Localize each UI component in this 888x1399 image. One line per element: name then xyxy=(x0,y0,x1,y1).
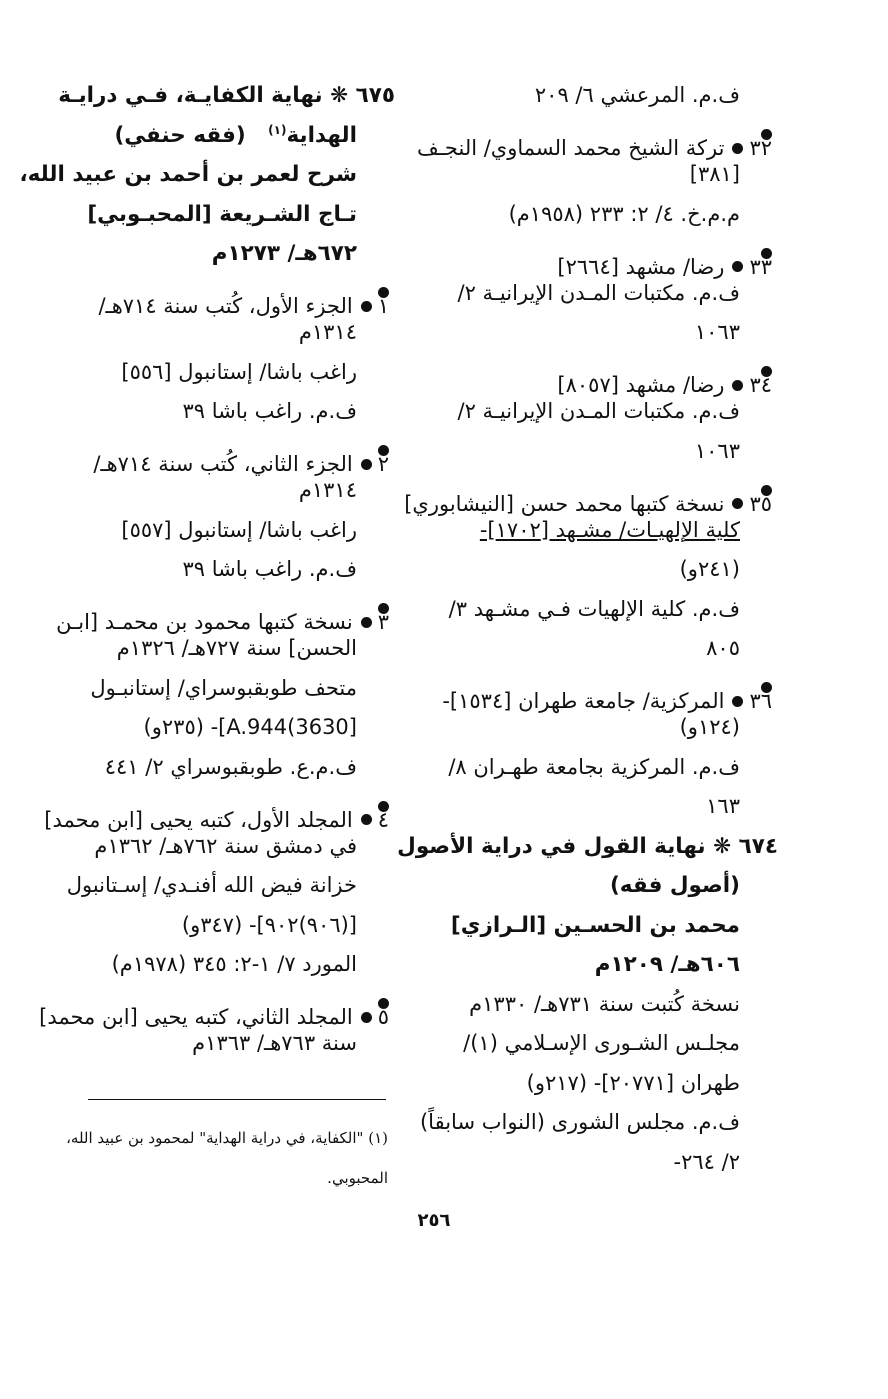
bullet-icon xyxy=(732,696,743,707)
line-text: خزانة فيض الله أفنـدي/ إسـتانبول xyxy=(66,873,357,897)
bullet-icon xyxy=(361,459,372,470)
text-line xyxy=(443,866,778,906)
line-text: [٣٨١] xyxy=(689,162,740,186)
bullet-icon xyxy=(732,380,743,391)
text-line xyxy=(443,392,778,432)
text-line xyxy=(44,801,389,832)
text-line xyxy=(48,708,395,748)
line-text: في دمشق سنة ٧٦٢هـ/ ١٣٦٢م xyxy=(94,833,357,858)
entry-number: ٥ xyxy=(377,1005,389,1029)
line-text: راغب باشا/ إستانبول [٥٥٧] xyxy=(121,517,357,542)
entry-text: المجلد الأول، كتبه يحيى [ابن محمد] xyxy=(44,807,353,832)
text-line xyxy=(443,945,778,985)
line-text: كلية الإلهيـات/ مشـهد [١٧٠٢]- xyxy=(479,517,740,542)
text-line xyxy=(48,748,395,788)
bullet-icon xyxy=(732,261,743,272)
text-line xyxy=(442,682,772,713)
text-line xyxy=(48,195,395,235)
text-line xyxy=(443,1024,778,1064)
entry-text: المركزية/ جامعة طهران [١٥٣٤]- xyxy=(442,689,725,713)
line-text: ٢/ ٢٦٤- xyxy=(673,1149,740,1174)
text-line xyxy=(48,471,395,511)
text-line xyxy=(443,1064,778,1104)
line-text: (٢٤١و) xyxy=(679,557,740,581)
entry-number: ١ xyxy=(377,294,389,318)
bullet-icon xyxy=(361,814,372,825)
text-line xyxy=(443,76,778,116)
line-text: ف.م. المرعشي ٦/ ٢٠٩ xyxy=(534,83,740,107)
entry-number: ٣٤ xyxy=(749,373,772,397)
line-text: م.م.خ. ٤/ ٢: ٢٣٣ (١٩٥٨م) xyxy=(508,201,740,226)
line-text: الهداية xyxy=(286,122,357,148)
text-line xyxy=(557,248,772,279)
text-line xyxy=(48,945,395,985)
entry-text: تركة الشيخ محمد السماوي/ النجـف xyxy=(417,136,725,160)
right-column xyxy=(397,76,778,1182)
line-text: محمد بن الحسـين [الـرازي] xyxy=(450,912,740,938)
line-text: شرح لعمر بن أحمد بن عبيد الله، xyxy=(19,162,357,187)
line-text: ف.م. راغب باشا ٣٩ xyxy=(182,557,357,581)
text-line xyxy=(419,1103,778,1143)
text-line xyxy=(48,234,395,274)
text-line xyxy=(48,76,395,116)
text-line xyxy=(443,985,778,1025)
text-line xyxy=(443,787,778,827)
line-text: المورد ٧/ ١-٢: ٣٤٥ (١٩٧٨م) xyxy=(111,952,357,976)
entry-number: ٣ xyxy=(377,610,389,634)
text-line xyxy=(48,1024,395,1064)
line-text: سنة ٧٦٣هـ/ ١٣٦٣م xyxy=(192,1031,357,1055)
text-line xyxy=(19,155,395,195)
left-column xyxy=(19,76,395,1064)
line-text: ف.م. كلية الإلهيات فـي مشـهد ٣/ xyxy=(448,596,740,621)
entry-text: الجزء الثاني، كُتب سنة ٧١٤هـ/ xyxy=(93,452,353,476)
line-text: ١٣١٤م xyxy=(298,320,357,344)
line-text: طهران [٢٠٧٧١]- (٢١٧و) xyxy=(526,1070,740,1095)
line-text: ٦٧٢هـ/ ١٢٧٣م xyxy=(211,241,357,266)
text-line xyxy=(443,550,778,590)
text-line xyxy=(93,445,389,476)
entry-number: ٣٦ xyxy=(749,689,772,713)
text-line xyxy=(443,155,778,195)
text-line xyxy=(48,827,395,867)
text-line xyxy=(443,313,778,353)
line-text: مجلـس الشـورى الإسـلامي (١)/ xyxy=(463,1031,740,1055)
bullet-icon xyxy=(732,498,743,509)
text-line xyxy=(48,116,395,156)
text-line xyxy=(48,669,395,709)
line-text: [3630)A.944]- (٢٣٥و) xyxy=(143,715,357,739)
text-line xyxy=(48,550,395,590)
line-text: ف.م. مكتبات المـدن الإيرانيـة ٢/ xyxy=(457,399,740,423)
text-line xyxy=(443,748,778,788)
entry-number: ٣٣ xyxy=(749,254,772,279)
text-line xyxy=(48,906,395,946)
text-line xyxy=(39,998,389,1029)
text-line xyxy=(443,629,778,669)
bullet-icon xyxy=(732,143,743,154)
line-text: ف.م.ع. طوبقبوسراي ٢/ ٤٤١ xyxy=(104,754,357,779)
line-text: ف.م. مجلس الشورى (النواب سابقاً) xyxy=(419,1110,740,1134)
footnote-line: المحبوبي. xyxy=(327,1169,388,1187)
line-text: ف.م. مكتبات المـدن الإيرانيـة ٢/ xyxy=(457,280,740,305)
entry-text: رضا/ مشهد [٨٠٥٧] xyxy=(557,373,725,397)
text-line xyxy=(56,603,389,634)
text-line xyxy=(557,366,772,397)
line-text: متحف طوبقبوسراي/ إستانبـول xyxy=(90,675,357,700)
footnote-line: (١) "الكفاية، في دراية الهداية" لمحمود بن عبيد الله، xyxy=(66,1129,388,1147)
line-text: [(٩٠٦)٩٠٢]- (٣٤٧و) xyxy=(181,912,357,937)
entry-text: رضا/ مشهد [٢٦٦٤] xyxy=(557,254,725,279)
entry-text: نسخة كتبها محمود بن محمـد [ابـن xyxy=(56,610,353,634)
text-line xyxy=(48,511,395,551)
line-text: ف.م. المركزية بجامعة طهـران ٨/ xyxy=(448,754,740,779)
footnote xyxy=(48,1118,388,1198)
entry-number: ٢ xyxy=(377,452,389,476)
text-line xyxy=(443,906,778,946)
footnote-marker: (١) xyxy=(268,122,287,137)
line-text: ١٠٦٣ xyxy=(694,438,740,463)
footnote-divider xyxy=(88,1099,386,1100)
text-line xyxy=(443,1143,778,1183)
entry-text: المجلد الثاني، كتبه يحيى [ابن محمد] xyxy=(39,1005,353,1029)
text-line xyxy=(48,313,395,353)
text-line xyxy=(397,827,778,867)
entry-number: ٤ xyxy=(377,807,389,832)
text-line xyxy=(443,274,778,314)
text-line xyxy=(443,590,778,630)
text-line xyxy=(417,129,772,160)
line-text: ١٦٣ xyxy=(706,794,740,818)
text-line xyxy=(443,432,778,472)
entry-number: ٣٥ xyxy=(749,491,772,516)
text-line xyxy=(443,511,778,551)
text-line xyxy=(443,195,778,235)
bullet-icon xyxy=(361,1012,372,1023)
line-text: (١٢٤و) xyxy=(679,715,740,739)
line-text: ٨٠٥ xyxy=(706,636,740,660)
line-text: (أصول فقه) xyxy=(609,873,740,898)
line-text: نسخة كُتبت سنة ٧٣١هـ/ ١٣٣٠م xyxy=(469,991,740,1016)
entry-number: ٣٢ xyxy=(749,136,772,160)
bullet-icon xyxy=(361,617,372,628)
page-number: ٢٥٦ xyxy=(417,1210,451,1231)
bullet-icon xyxy=(361,301,372,312)
line-text: ٦٠٦هـ/ ١٢٠٩م xyxy=(594,952,740,977)
text-line xyxy=(48,629,395,669)
line-text: تـاج الشـريعة [المحبـوبي] xyxy=(87,201,357,227)
line-text: ٦٧٥ ❋ نهاية الكفايـة، فـي درايـة xyxy=(58,83,395,108)
entry-text: نسخة كتبها محمد حسن [النيشابوري] xyxy=(404,491,725,516)
entry-text: الجزء الأول، كُتب سنة ٧١٤هـ/ xyxy=(98,294,353,318)
text-line xyxy=(48,392,395,432)
line-text: ف.م. راغب باشا ٣٩ xyxy=(182,399,357,423)
text-line xyxy=(48,353,395,393)
text-line xyxy=(404,485,772,516)
line-text: ١٣١٤م xyxy=(298,478,357,502)
text-line xyxy=(443,708,778,748)
line-text: راغب باشا/ إستانبول [٥٥٦] xyxy=(121,359,357,384)
line-text: ٦٧٤ ❋ نهاية القول في دراية الأصول xyxy=(397,833,778,859)
line-text: ١٠٦٣ xyxy=(694,320,740,344)
line-text: الحسن] سنة ٧٢٧هـ/ ١٣٢٦م xyxy=(116,636,357,660)
line-text: (فقه حنفي) xyxy=(114,122,269,148)
text-line xyxy=(98,287,389,318)
text-line xyxy=(48,866,395,906)
